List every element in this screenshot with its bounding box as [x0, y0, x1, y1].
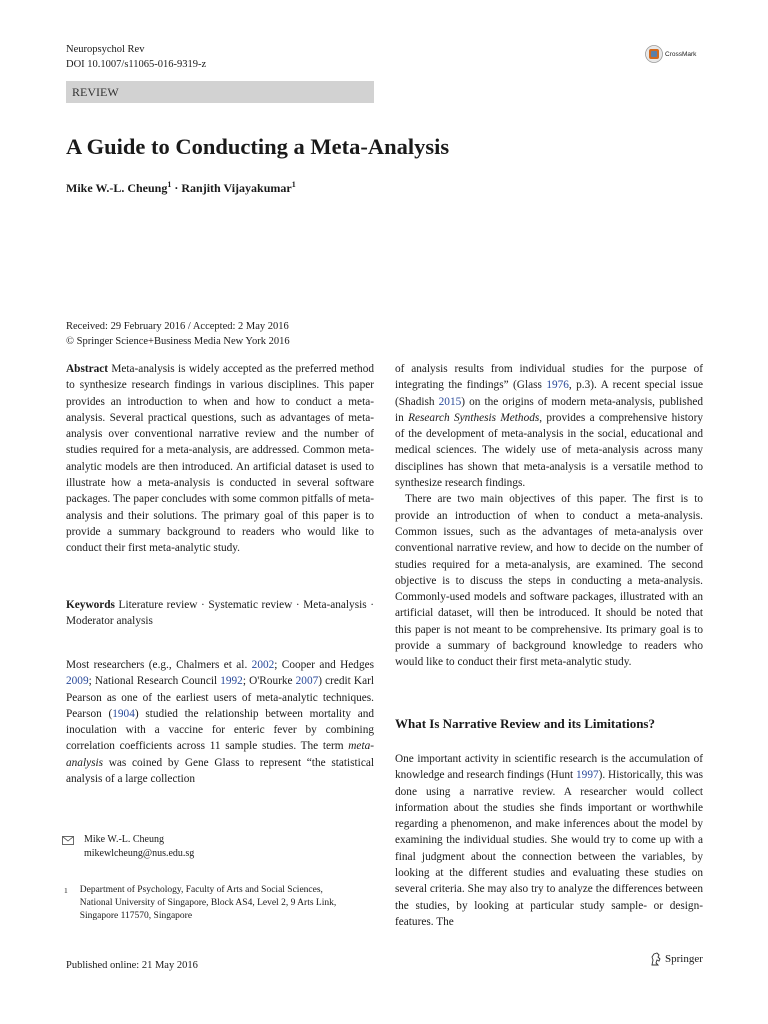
keywords-label: Keywords [66, 599, 115, 611]
citation-link[interactable]: 1992 [220, 675, 243, 688]
affiliation-number: 1 [64, 886, 68, 895]
envelope-icon [62, 836, 74, 845]
citation-link[interactable]: 2009 [66, 675, 89, 688]
section-paragraph: One important activity in scientific research is the accumulation of knowledge and research findings (Hunt 1997). Historically, this was done using a narrative review. A researcher would collect information about the studies she finds important or worthwhile regarding a phenomenon, and make inferences about the model by examining the individual studies. She would try to come up with a final judgment about the connection between the variables, by looking at the different studies and evaluating these studies on several criteria. She may also try to analyze the differences between the studies, by looking at particular study sample- or design- features. The [395, 753, 704, 928]
affiliation-line: National University of Singapore, Block AS4, Level 2, 9 Arts Link, [79, 898, 337, 908]
springer-horse-icon [650, 952, 662, 966]
crossmark-label: CrossMark [665, 50, 697, 58]
keywords-text: Literature review · Systematic review · Meta-analysis · Moderator analysis [66, 599, 374, 628]
author-separator: · [171, 181, 182, 195]
section-heading: What Is Narrative Review and its Limitations? [395, 716, 655, 731]
contact-email[interactable]: mikewlcheung@nus.edu.sg [84, 848, 195, 859]
keywords [66, 597, 374, 630]
author-name[interactable]: Ranjith Vijayakumar [181, 181, 292, 195]
citation-link[interactable]: 1997 [576, 769, 599, 782]
paper-title: A Guide to Conducting a Meta-Analysis [66, 134, 450, 159]
article-type: REVIEW [72, 85, 119, 99]
citation-link[interactable]: 1904 [112, 707, 135, 720]
intro-paragraph: Most researchers (e.g., Chalmers et al. 2002; Cooper and Hedges 2009; National Research Council 1992; O'Rourke 2007) credit Karl Pearson as one of the earliest users of meta-analytic techniques. Pearson (1904) studied the relationship between mortality and inoculation with a vaccine for enteric fever by combining correlation coefficients across 11 sample studies. The term meta-analysis was coined by Gene Glass to represent “the statistical analysis of a large collection [66, 659, 375, 786]
journal-title-emphasis: Research Synthesis Methods [408, 411, 540, 424]
crossmark-icon [645, 44, 663, 64]
copyright: © Springer Science+Business Media New York 2016 [66, 336, 290, 347]
received-accepted: Received: 29 February 2016 / Accepted: 2 May 2016 [66, 321, 289, 332]
doi[interactable]: DOI 10.1007/s11065-016-9319-z [66, 59, 207, 70]
published-online: Published online: 21 May 2016 [66, 960, 198, 971]
crossmark-badge[interactable] [645, 44, 696, 64]
author-affil-ref[interactable]: 1 [291, 180, 296, 189]
corresponding-author [62, 833, 194, 861]
citation-link[interactable]: 1976 [546, 379, 569, 392]
journal-header [66, 42, 206, 72]
publisher-name: Springer [665, 953, 703, 965]
article-history [66, 319, 290, 349]
intro-left-column [66, 657, 374, 787]
citation-link[interactable]: 2002 [251, 659, 275, 671]
journal-name: Neuropsychol Rev [66, 44, 145, 55]
objectives-paragraph: There are two main objectives of this paper. The first is to provide an introduction of when to conduct a meta-analysis. Common issues, such as the advantages of meta-analysis over conventional narrative review, and how to decide on the number of studies required for a meta-analysis, are examined. The second objective is to discuss the steps in conducting a meta-analysis. Commonly-used models and software packages, illustrated with an artificial dataset, will then be introduced. It should be noted that this paper is not meant to be comprehensive. Its primary goal is to provide a summary of background knowledge to readers who would like to conduct their first meta-analytic study. [395, 493, 703, 669]
contact-name: Mike W.-L. Cheung [84, 834, 164, 845]
abstract [66, 361, 374, 557]
affiliation [64, 884, 336, 923]
emphasized-term: meta-analysis [66, 740, 374, 769]
springer-logo [650, 952, 703, 966]
author-affil-ref[interactable]: 1 [167, 180, 172, 189]
citation-link[interactable]: 2007 [295, 675, 319, 688]
affiliation-line: Singapore 117570, Singapore [79, 911, 193, 921]
author-name[interactable]: Mike W.-L. Cheung [66, 181, 168, 195]
section-body [395, 751, 703, 930]
citation-link[interactable]: 2015 [438, 395, 462, 408]
abstract-label: Abstract [66, 363, 109, 375]
affiliation-line: Department of Psychology, Faculty of Arts and Social Sciences, [79, 885, 323, 895]
intro-right-column [395, 361, 703, 671]
author-list [66, 180, 296, 196]
article-type-bar [66, 81, 374, 103]
abstract-text: Meta-analysis is widely accepted as the preferred method to synthesize research findings in various disciplines. This paper provides an introduction to when and how to conduct a meta-analysis. Several practical questions, such as advantages of meta-analysis over conventional narrative review and the number of studies required for a meta-analysis, are addressed. Common meta-analytic models are then introduced. An artificial dataset is used to illustrate how a meta-analysis is conducted in several software packages. The paper concludes with some common pitfalls of meta-analysis and their solutions. The primary goal of this paper is to provide a summary background to readers who would like to conduct their first meta-analytic study. [66, 363, 374, 555]
intro-paragraph: of analysis results from individual studies for the purpose of integrating the findings” (Glass 1976, p.3). A recent special issue (Shadish 2015) on the origins of modern meta-analysis, published in Research Synthesis Methods, provides a comprehensive history of the development of meta-analysis in the social, educational and medical sciences. The widely use of meta-analysis across many disciplines has shown that meta-analysis is a versatile method to synthesize research findings. [395, 363, 703, 490]
